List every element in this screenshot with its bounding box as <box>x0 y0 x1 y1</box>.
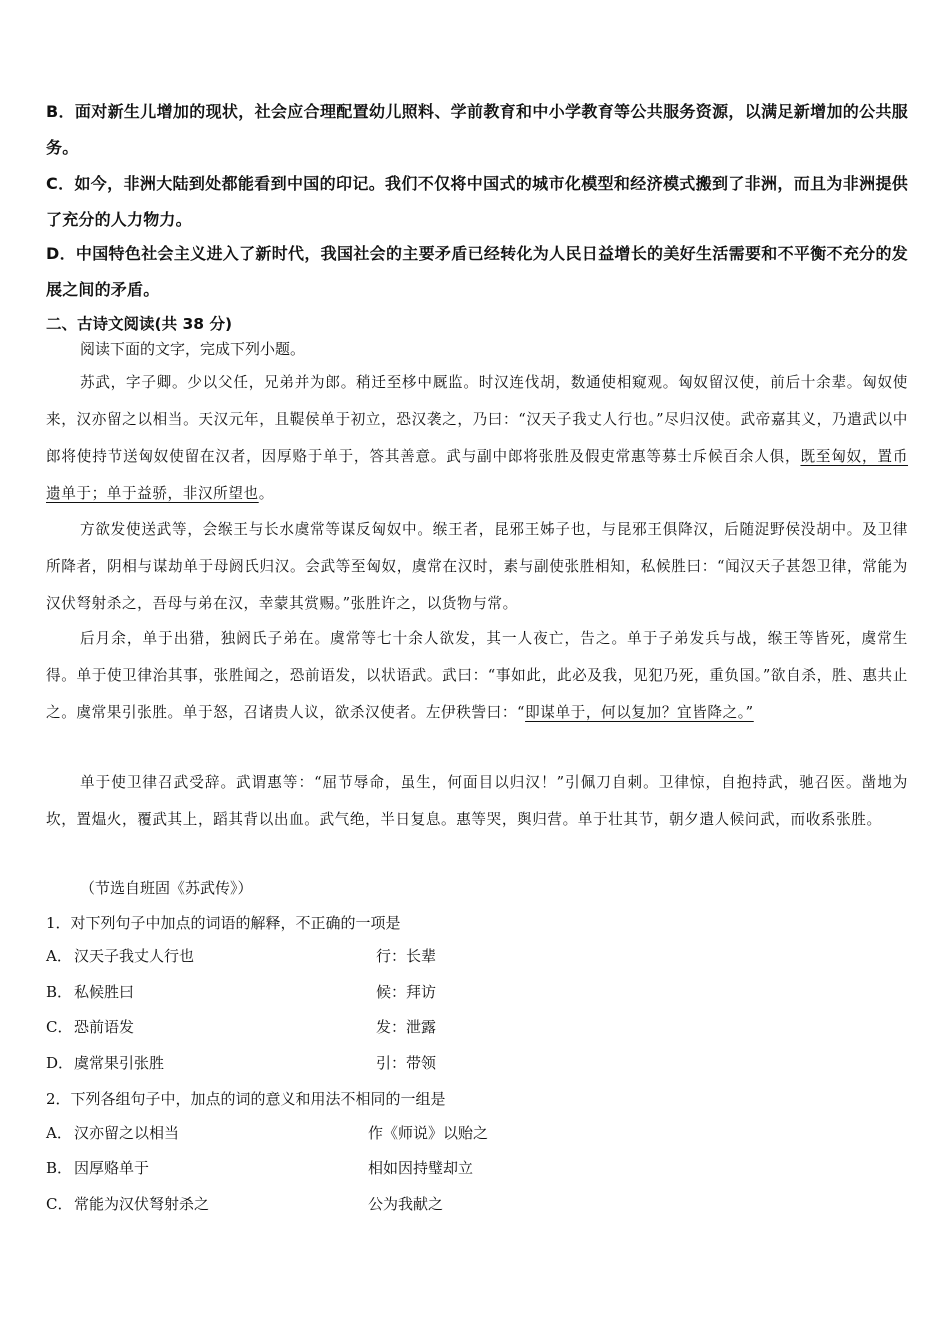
option-sentence: 汉亦留之以相当 <box>74 1124 180 1142</box>
option-d-paragraph: D．中国特色社会主义进入了新时代，我国社会的主要矛盾已经转化为人民日益增长的美好生活需要和不平衡不充分的发展之间的矛盾。 <box>46 244 908 299</box>
underlined-sentence: 既至匈奴，置币遗单于；单于益骄，非汉所望也 <box>46 448 909 502</box>
option-letter: B． <box>46 1159 73 1177</box>
option-letter: D <box>46 244 60 263</box>
question-2-option-a <box>46 1121 489 1145</box>
option-text: 面对新生儿增加的现状，社会应合理配置幼儿照料、学前教育和中小学教育等公共服务资源，以满足新增加的公共服务。 <box>46 102 909 157</box>
option-comparison: 相如因持璧却立 <box>368 1159 474 1177</box>
passage-source: （节选自班固《苏武传》） <box>80 879 253 897</box>
option-sentence: 汉天子我丈人行也 <box>74 947 195 965</box>
passage-text: 单于使卫律召武受辞。武谓惠等：“屈节辱命，虽生，何面目以归汉！”引佩刀自刺。卫律惊，自抱持武，驰召医。凿地为坎，置煴火，覆武其上，蹈其背以出血。武气绝，半日复息。惠等哭，舆归营。单于壮其节，朝夕遣人候问武，而收系张胜。 <box>46 774 908 828</box>
option-comparison: 作《师说》以贻之 <box>368 1124 489 1142</box>
option-letter: B． <box>46 983 73 1001</box>
option-letter: B <box>46 102 59 121</box>
option-explanation: 行：长辈 <box>376 947 437 965</box>
passage-text: 苏武，字子卿。少以父任，兄弟并为郎。稍迁至栘中厩监。时汉连伐胡，数通使相窥观。匈奴留汉使，前后十余辈。匈奴使来，汉亦留之以相当。天汉元年，且鞮侯单于初立，恐汉袭之，乃曰：“汉天子我丈人行也。”尽归汉使。武帝嘉其义，乃遣武以中郎将使持节送匈奴使留在汉者，因厚赂于单于，答其善意。武与副中郎将张胜及假吏常惠等募士斥候百余人俱， <box>46 374 908 465</box>
option-letter: C． <box>46 1018 73 1036</box>
underlined-sentence: 即谋单于，何以复加？宜皆降之。” <box>525 704 754 721</box>
option-text: 中国特色社会主义进入了新时代，我国社会的主要矛盾已经转化为人民日益增长的美好生活需要和不平衡不充分的发展之间的矛盾。 <box>46 244 908 299</box>
passage-paragraph-3 <box>46 620 908 731</box>
passage-paragraph-2 <box>46 511 908 622</box>
option-explanation: 发：泄露 <box>376 1018 437 1036</box>
question-1-option-a <box>46 944 437 968</box>
option-letter: C． <box>46 1195 73 1213</box>
passage-text: 。 <box>258 485 274 502</box>
question-2-option-b <box>46 1156 474 1180</box>
option-letter: D． <box>46 1054 74 1072</box>
option-sentence: 私候胜曰 <box>74 983 135 1001</box>
passage-paragraph-4 <box>46 764 908 838</box>
option-comparison: 公为我献之 <box>368 1195 444 1213</box>
option-explanation: 引：带领 <box>376 1054 437 1072</box>
option-c-paragraph: C．如今，非洲大陆到处都能看到中国的印记。我们不仅将中国式的城市化模型和经济模式搬到了非洲，而且为非洲提供了充分的人力物力。 <box>46 174 909 229</box>
option-letter: A． <box>46 947 72 965</box>
option-sentence: 因厚赂单于 <box>74 1159 150 1177</box>
option-explanation: 候：拜访 <box>376 983 437 1001</box>
question-1-option-b <box>46 980 437 1004</box>
reading-instruction: 阅读下面的文字，完成下列小题。 <box>80 340 306 358</box>
option-sentence: 恐前语发 <box>74 1018 135 1036</box>
question-1-stem: 1．对下列句子中加点的词语的解释，不正确的一项是 <box>46 914 401 932</box>
option-sentence: 常能为汉伏弩射杀之 <box>74 1195 210 1213</box>
option-sentence: 虞常果引张胜 <box>74 1054 165 1072</box>
question-2-option-c <box>46 1192 444 1216</box>
option-letter: C <box>46 174 58 193</box>
question-1-option-c <box>46 1015 437 1039</box>
option-text: 如今，非洲大陆到处都能看到中国的印记。我们不仅将中国式的城市化模型和经济模式搬到了非洲，而且为非洲提供了充分的人力物力。 <box>46 174 909 229</box>
passage-text: 后月余，单于出猎，独阏氏子弟在。虞常等七十余人欲发，其一人夜亡，告之。单于子弟发兵与战，缑王等皆死，虞常生得。单于使卫律治其事，张胜闻之，恐前语发，以状语武。武曰：“事如此，此必及我，见犯乃死，重负国。”欲自杀，胜、惠共止之。虞常果引张胜。单于怒，召诸贵人议，欲杀汉使者。左伊秩訾曰：“ <box>46 630 908 721</box>
option-letter: A． <box>46 1124 72 1142</box>
section-heading: 二、古诗文阅读(共 38 分) <box>46 315 233 333</box>
question-2-stem: 2．下列各组句子中，加点的词的意义和用法不相同的一组是 <box>46 1090 446 1108</box>
passage-text: 方欲发使送武等，会缑王与长水虞常等谋反匈奴中。缑王者，昆邪王姊子也，与昆邪王俱降汉，后随浞野侯没胡中。及卫律所降者，阴相与谋劫单于母阏氏归汉。会武等至匈奴，虞常在汉时，素与副使张胜相知，私候胜曰：“闻汉天子甚怨卫律，常能为汉伏弩射杀之，吾母与弟在汉，幸蒙其赏赐。”张胜许之，以货物与常。 <box>46 521 908 612</box>
question-1-option-d <box>46 1051 437 1075</box>
option-b-paragraph: B．面对新生儿增加的现状，社会应合理配置幼儿照料、学前教育和中小学教育等公共服务资源，以满足新增加的公共服务。 <box>46 102 909 157</box>
passage-paragraph-1 <box>46 364 908 512</box>
